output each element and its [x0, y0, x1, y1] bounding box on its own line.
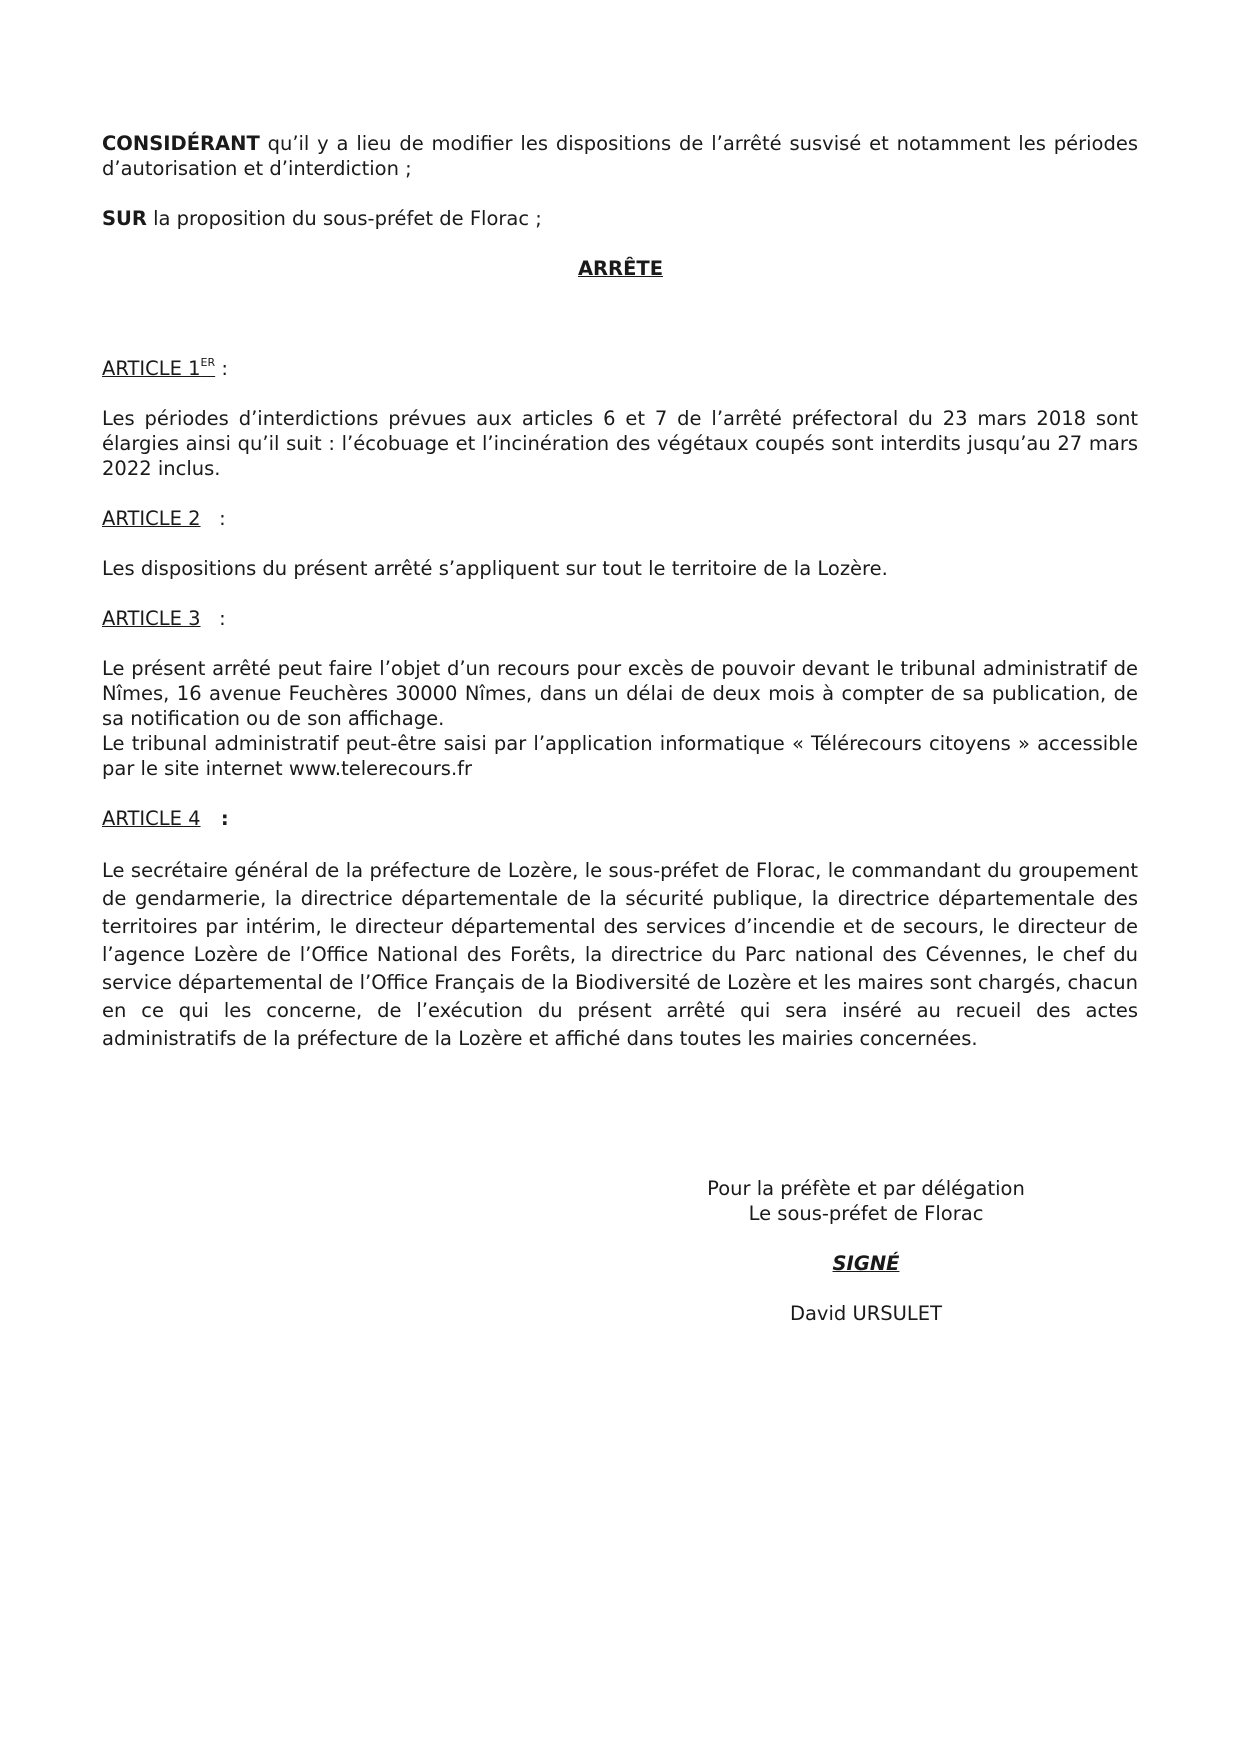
article-1-label: ARTICLE 1ER	[102, 356, 216, 380]
decree-title: ARRÊTE	[577, 257, 664, 280]
signature-signed: SIGNÉ	[832, 1252, 900, 1275]
article-2-heading: ARTICLE 2 :	[102, 507, 226, 530]
article-1-heading: ARTICLE 1ER :	[102, 356, 228, 380]
article-4-heading: ARTICLE 4 :	[102, 807, 229, 830]
sur-paragraph	[102, 206, 1138, 231]
article-3-label: ARTICLE 3	[102, 607, 201, 630]
signature-delegation: Pour la préfète et par délégation	[707, 1177, 1025, 1200]
considerant-keyword: CONSIDÉRANT	[102, 132, 260, 155]
article-2-label: ARTICLE 2	[102, 507, 201, 530]
sur-text: la proposition du sous-préfet de Florac ;	[146, 207, 542, 230]
considerant-text: qu’il y a lieu de modifier les dispositions de l’arrêté susvisé et notamment les périodes d’autorisation et d’interdiction ;	[102, 132, 1138, 180]
article-4-label: ARTICLE 4	[102, 807, 201, 830]
sur-keyword: SUR	[102, 207, 147, 230]
article-4-paragraph: Le secrétaire général de la préfecture de Lozère, le sous-préfet de Florac, le commandant du groupement de gendarmerie, la directrice départementale de la sécurité publique, la directrice départementale des territoires par intérim, le directeur départemental des services d’incendie et de secours, le directeur de l’agence Lozère de l’Office National des Forêts, la directrice du Parc national des Cévennes, le chef du service départemental de l’Office Français de la Biodiversité de Lozère et les maires sont chargés, chacun en ce qui les concerne, de l’exécution du présent arrêté qui sera inséré au recueil des actes administratifs de la préfecture de la Lozère et affiché dans toutes les mairies concernées.	[102, 859, 1138, 1050]
article-1-paragraph: Les périodes d’interdictions prévues aux articles 6 et 7 de l’arrêté préfectoral du 23 mars 2018 sont élargies ainsi qu’il suit : l’écobuage et l’incinération des végétaux coupés sont interdits jusqu’au 27 mars 2022 inclus.	[102, 407, 1138, 480]
article-3-paragraph-2: Le tribunal administratif peut-être saisi par l’application informatique « Télérecours citoyens » accessible par le site internet www.telerecours.fr	[102, 732, 1138, 780]
article-2-paragraph: Les dispositions du présent arrêté s’appliquent sur tout le territoire de la Lozère.	[102, 557, 888, 580]
article-3-paragraph-1: Le présent arrêté peut faire l’objet d’un recours pour excès de pouvoir devant le tribunal administratif de Nîmes, 16 avenue Feuchères 30000 Nîmes, dans un délai de deux mois à compter de sa publication, de sa notification ou de son affichage.	[102, 657, 1138, 730]
signatory-name: David URSULET	[789, 1302, 943, 1325]
considerant-paragraph	[102, 131, 1138, 181]
article-3-heading: ARTICLE 3 :	[102, 607, 226, 630]
signature-role: Le sous-préfet de Florac	[748, 1202, 984, 1225]
